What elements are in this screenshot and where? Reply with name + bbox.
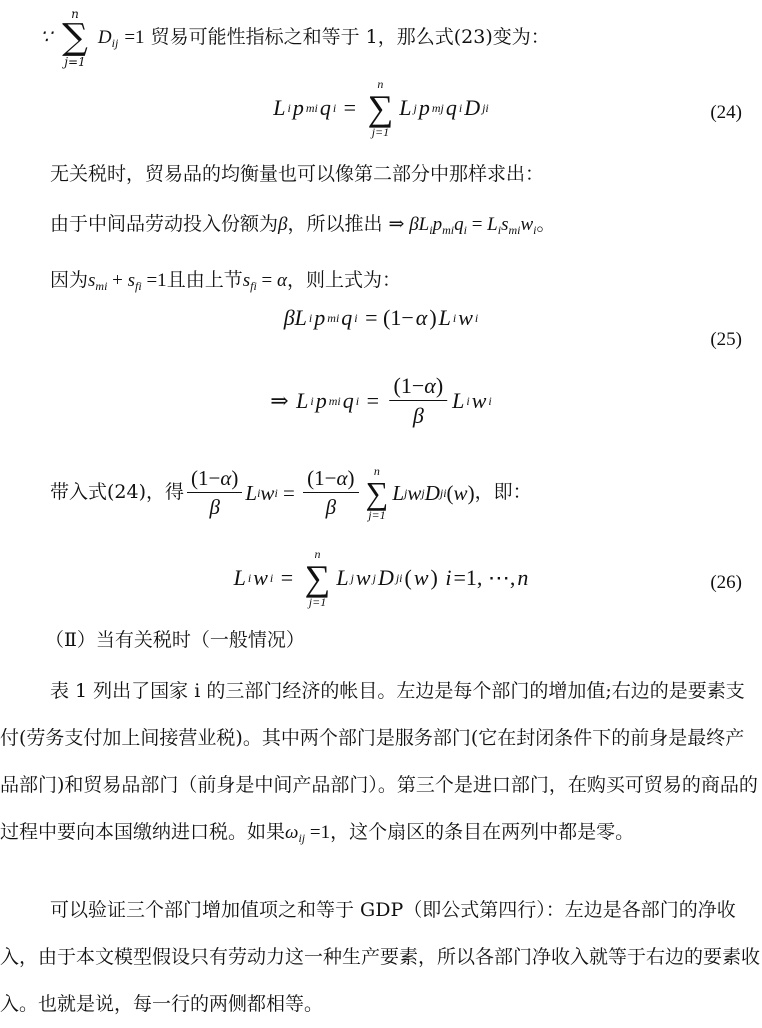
equation-derived: ⇒ L i p mi q i = $\frac{(1-\alpha)}{\beta}$ L i w i xyxy=(270,373,492,428)
paragraph-2: 可以验证三个部门增加值项之和等于 GDP（即公式第四行）：左边是各部门的净收入，由于本文模型假设只有劳动力这一种生产要素，所以各部门净收入就等于右边的要素收入。也就是说，每一行的两侧都相等。 xyxy=(0,899,761,1015)
equation-25: βL i p mi q i = (1− α ) L i w i (25) xyxy=(283,305,742,350)
equation-number: (24) xyxy=(710,102,742,123)
intro-text: 贸易可能性指标之和等于 1，那么式(23)变为： xyxy=(150,26,550,48)
paragraph-1: 表 1 列出了国家 i 的三部门经济的帐目。左边是每个部门的增加值;右边的是要素支付(劳务支付加上间接营业税)。其中两个部门是服务部门(它在封闭条件下的前身是最终产品部门)和贸易品部门（前身是中间产品部门）。第三个是进口部门，在购买可贸易的商品的过程中要向本国缴纳进口税。如果$\omega_{ij} =1$，这个扇区的条目在两列中都是零。 xyxy=(0,680,758,845)
section-heading: （Ⅱ）当有关税时（一般情况） xyxy=(45,629,305,651)
intro-line: ∵ n ∑ j=1 $D_{ij} =1$ 贸易可能性指标之和等于 1，那么式(23)变为： xyxy=(40,7,550,69)
equation-number: (26) xyxy=(710,572,742,593)
sum-symbol: n ∑ j=1 xyxy=(62,7,88,69)
equation-24: L i p mi q i = n ∑ j=1 L j p mj q i D ji (24) xyxy=(273,77,742,139)
equation-26: L i w i = n ∑ j=1 L j w j D ji ( w ) i =1, ⋯, n (26) xyxy=(233,547,742,609)
intermediate-line: 由于中间品劳动投入份额为β，所以推出 ⇒ $\beta L_ip_{mi}q_i = L_is_{mi}w_i$。 xyxy=(50,213,556,237)
because-line: 因为$s_{mi} + s_{fi} =1$且由上节$s_{fi} = \alpha$，则上式为： xyxy=(50,269,401,293)
equation-number: (25) xyxy=(710,329,742,350)
no-tariff-line: 无关税时，贸易品的均衡量也可以像第二部分中那样求出： xyxy=(50,163,545,185)
substitute-line: 带入式(24)，得 $\frac{(1-\alpha)}{\beta}$ L i w i = $\frac{(1-\alpha)}{\beta}$ n ∑ j=1 L j w j D ji ( w ) ，即： xyxy=(50,464,532,522)
